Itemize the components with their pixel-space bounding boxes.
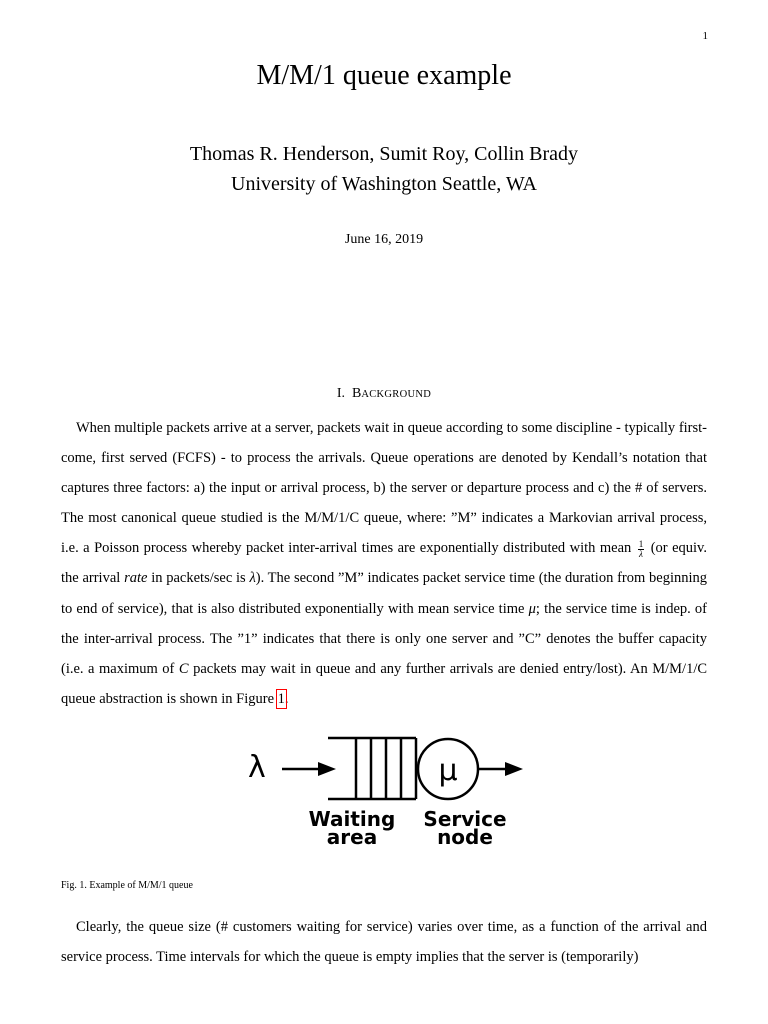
symbol-mu: μ	[528, 600, 536, 617]
figure-reference-link[interactable]: 1	[277, 690, 285, 707]
queue-figure	[240, 730, 530, 850]
body-paragraph-2: Clearly, the queue size (# customers waiting for service) varies over time, as a function of the arrival and service process. Time intervals for which the queue is empty implies that the server is (temporarily)	[61, 919, 707, 966]
fraction-denominator: λ	[639, 548, 643, 559]
section-title-rest: ACKGROUND	[361, 389, 432, 400]
page-title: M/M/1 queue example	[256, 60, 512, 91]
symbol-c: C	[178, 660, 189, 677]
section-number: I.	[336, 386, 346, 401]
figure-mu-label: μ	[438, 753, 458, 788]
author-affiliation: University of Washington Seattle, WA	[231, 173, 537, 195]
fraction-one-over-lambda	[638, 540, 645, 559]
publication-date: June 16, 2019	[344, 232, 424, 247]
waiting-area-buffer	[328, 738, 416, 799]
emphasis-rate: rate	[124, 570, 148, 587]
author-names: Thomas R. Henderson, Sumit Roy, Collin Brady	[189, 143, 579, 165]
service-node-label-line1: Service	[423, 807, 507, 831]
fraction-numerator: 1	[638, 538, 644, 549]
author-block	[0, 139, 768, 199]
figure-lambda-label: λ	[248, 750, 266, 785]
section-heading	[0, 386, 768, 402]
page-number: 1	[702, 30, 708, 42]
body-paragraph-1: When multiple packets arrive at a server, packets wait in queue according to some discipline - typically first-come, first served (FCFS) - to process the arrivals. Queue operations are denoted by Kendall’s notation that captures three factors: a) the input or arrival process, b) the server or departure process and c) the # of servers. The most canonical queue studied is the M/M/1/C queue, where: ”M” indicates a Markovian arrival process, i.e. a Poisson process whereby packet inter-arrival times are exponentially distributed with mean $\frac{1}{\lambda}$ (or equiv. the arrival rate in packets/sec is λ). The second ”M” indicates packet service time (the duration from beginning to end of service), that is also distributed exponentially with mean service time μ; the service time is indep. of the inter-arrival process. The ”1” indicates that there is only one server and ”C” denotes the buffer capacity (i.e. a maximum of C packets may wait in queue and any further arrivals are denied entry/lost). An M/M/1/C queue abstraction is shown in Figure 1.	[61, 420, 708, 707]
service-node-label-line2: node	[437, 825, 493, 849]
arrival-arrow	[282, 762, 336, 776]
figure-caption: Fig. 1. Example of M/M/1 queue	[61, 880, 193, 891]
waiting-area-label-line1: Waiting	[308, 807, 396, 831]
symbol-lambda: λ	[249, 570, 256, 587]
waiting-area-label-line2: area	[326, 825, 378, 849]
section-title-initial: B	[352, 386, 362, 401]
departure-arrow	[478, 762, 523, 776]
